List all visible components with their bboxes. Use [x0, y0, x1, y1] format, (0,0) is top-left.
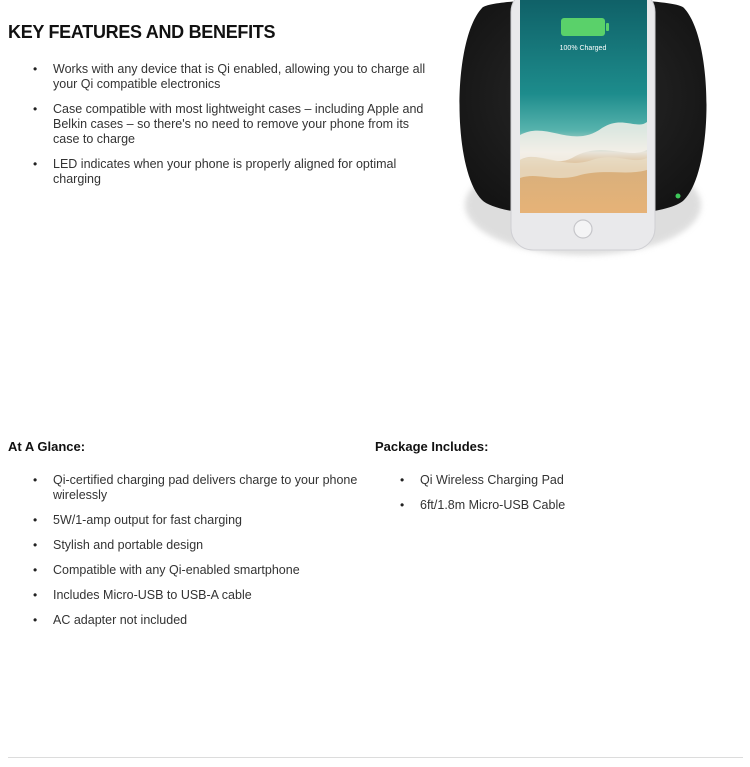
charging-pad-with-phone-illustration	[452, 0, 714, 270]
led-indicator	[676, 194, 681, 199]
features-heading: KEY FEATURES AND BENEFITS	[8, 22, 276, 42]
features-list	[8, 62, 438, 197]
charge-status-text: 100% Charged	[559, 45, 607, 52]
list-item: • Qi-certified charging pad delivers charge to your phone wirelessly	[8, 473, 373, 503]
list-item: • Qi Wireless Charging Pad	[375, 473, 705, 488]
battery-fill	[561, 18, 605, 36]
package-includes-heading: Package Includes:	[375, 439, 489, 454]
list-item: • Works with any device that is Qi enabled, allowing you to charge all your Qi compatible electronics	[8, 62, 438, 92]
list-item: • Stylish and portable design	[8, 538, 373, 553]
list-item: • 6ft/1.8m Micro-USB Cable	[375, 498, 705, 513]
list-item: • Includes Micro-USB to USB-A cable	[8, 588, 373, 603]
home-button	[574, 220, 592, 238]
at-a-glance-heading: At A Glance:	[8, 439, 86, 454]
list-item: • Compatible with any Qi-enabled smartphone	[8, 563, 373, 578]
divider	[8, 757, 743, 758]
package-includes-list	[375, 473, 705, 523]
list-item: • 5W/1-amp output for fast charging	[8, 513, 373, 528]
list-item: • LED indicates when your phone is properly aligned for optimal charging	[8, 157, 438, 187]
at-a-glance-list	[8, 473, 373, 638]
battery-icon	[561, 18, 609, 36]
product-image	[452, 0, 714, 270]
list-item: • Case compatible with most lightweight cases – including Apple and Belkin cases – so there's no need to remove your phone from its case to charge	[8, 102, 438, 147]
list-item: • AC adapter not included	[8, 613, 373, 628]
